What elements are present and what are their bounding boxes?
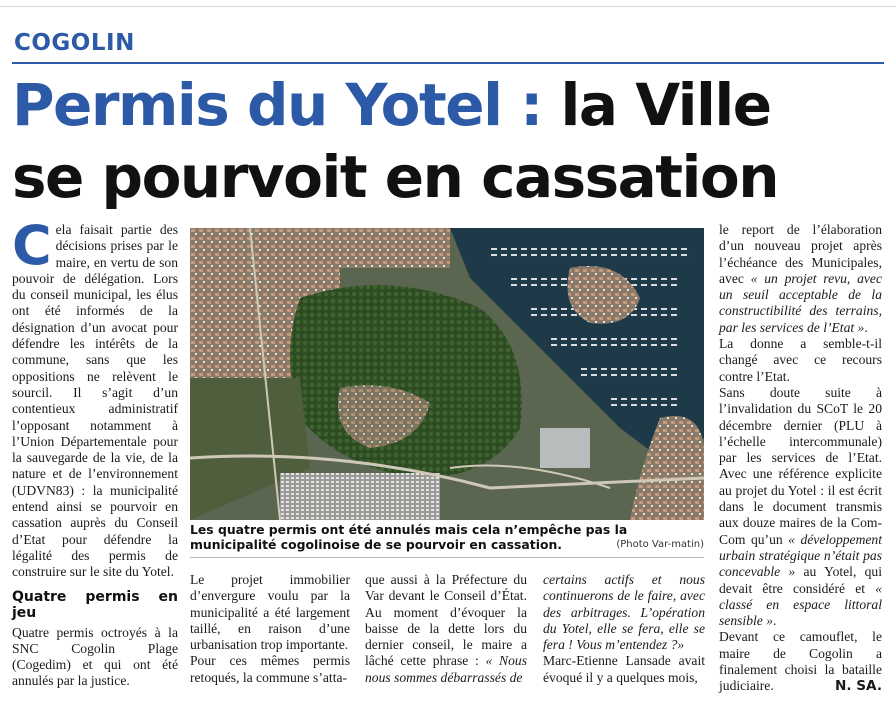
aerial-photo-illustration — [190, 228, 704, 520]
paragraph-text: . — [864, 319, 868, 335]
paragraph: Le projet immobilier d’envergure voulu par la municipalité a été largement taillé, en raison d’une urbanisation trop importante. — [190, 572, 350, 653]
article-column-4 — [543, 572, 705, 686]
lead-text: ela faisait partie des décisions prises par le maire, en vertu de son pouvoir de délégation. Lors du conseil municipal, les élus ont été informés de la désignation d’un avocat pour défendre les intérêts de la commune, sans que les oppositions ne relèvent le sourcil. Il s’agit d’un contentieux administratif l’opposant notamment à l’Union Départementale pour la sauvegarde de la vie, de la nature et de l’environnement (UDVN83) : la municipalité entend ainsi se pourvoir en cassation auprès du Conseil d’Etat pour défendre la légalité des permis de construire sur le site du Yotel. — [12, 222, 178, 580]
subhead: Quatre permis en jeu — [12, 588, 178, 621]
paragraph — [719, 385, 882, 629]
paragraph: Quatre permis octroyés à la SNC Cogolin Plage (Cogedim) et qui ont été annulés par la justice. — [12, 624, 178, 689]
headline-line-1 — [12, 70, 771, 140]
quote: « Nous nous sommes débarrassés de — [365, 653, 527, 685]
lead-paragraph — [12, 214, 178, 581]
quote: certains actifs et nous continuerons de le faire, avec des arbitrages. L’opération du Yotel, elle se fera, elle se fera ! Vous m’entendez ?» — [543, 572, 705, 653]
paragraph: Marc-Etienne Lansade avait évoqué il y a quelques mois, — [543, 653, 705, 685]
headline-blue-part: Permis du Yotel : — [12, 71, 542, 139]
paragraph: Pour ces mêmes permis retoqués, la commune s’atta- — [190, 653, 350, 685]
paragraph — [719, 629, 882, 694]
article-column-2 — [190, 572, 350, 686]
quote: « développement urbain stratégique n’était pas concevable » — [719, 531, 882, 580]
quote: « classé en espace littoral sensible » — [719, 580, 882, 629]
quote: « un projet revu, avec un seuil acceptable de la constructibilité des terrains, par les services de l’Etat » — [719, 270, 882, 335]
photo-credit: (Photo Var-matin) — [616, 539, 704, 550]
aerial-photo — [190, 228, 704, 520]
paragraph-text: . — [773, 613, 777, 629]
drop-cap: C — [12, 214, 52, 277]
paragraph-text: au Yotel, qui devait être considéré et — [719, 564, 882, 596]
caption-text: Les quatre permis ont été annulés mais cela n’empêche pas la municipalité cogolinoise de se pourvoir en cassation. — [190, 522, 628, 552]
paragraph — [719, 222, 882, 336]
article-column-5 — [719, 222, 882, 695]
headline-black-part: la Ville — [560, 71, 771, 139]
section-label: COGOLIN — [14, 30, 135, 56]
photo-caption — [190, 522, 704, 552]
article-column-1 — [12, 214, 178, 690]
paragraph-text: Sans doute suite à l’invalidation du SCoT le 20 décembre dernier (PLU à l’échelle intercommunale) par les services de l’Etat. Avec une référence explicite au projet du Yotel : il est écrit dans le document transmis aux douze maires de la Com-Com qu’un — [719, 384, 882, 547]
quote-paragraph — [543, 572, 705, 653]
author-signature: N. SA. — [834, 678, 882, 695]
caption-divider — [190, 557, 704, 558]
section-rule — [12, 62, 884, 64]
article-column-3 — [365, 572, 527, 686]
paragraph-text: le report de l’élaboration d’un nouveau projet après l’échéance des Municipales, avec — [719, 222, 882, 286]
headline-line-2: se pourvoit en cassation — [12, 143, 779, 211]
paragraph — [365, 572, 527, 686]
paragraph-text: Devant ce camouflet, le maire de Cogolin a finalement choisi la bataille judiciaire. — [719, 629, 882, 694]
paragraph: La donne a semble-t-il changé avec ce recours contre l’Etat. — [719, 336, 882, 384]
top-border — [0, 0, 896, 7]
paragraph-text: que aussi à la Préfecture du Var devant le Conseil d’État. Au moment d’évoquer la baisse de la dette lors du dernier conseil, le maire a lâché cette phrase : — [365, 572, 527, 669]
